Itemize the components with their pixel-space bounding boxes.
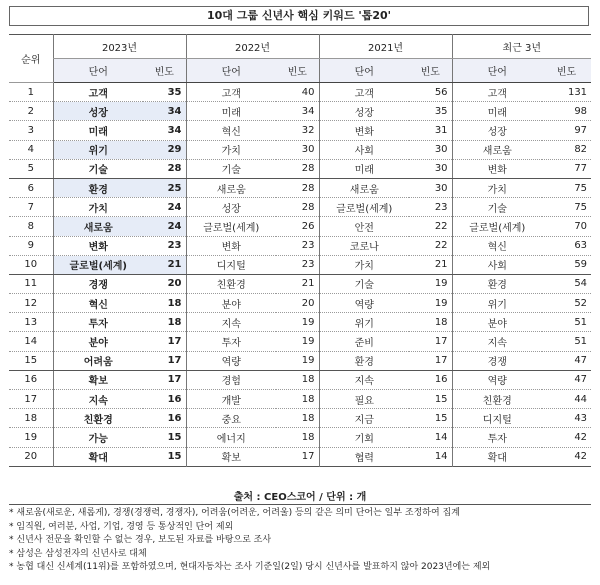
word-2021: 지속 (319, 370, 409, 389)
rank-cell: 5 (9, 159, 53, 178)
count-recent: 75 (542, 178, 591, 197)
source-line: 출처 : CEO스코어 / 단위 : 개 (233, 492, 367, 503)
word-2023: 분야 (53, 332, 143, 351)
table-row (9, 159, 591, 178)
word-recent: 친환경 (452, 390, 542, 409)
word-2022: 글로벌(세계) (186, 217, 276, 236)
word-2022: 가치 (186, 140, 276, 159)
rank-cell: 17 (9, 390, 53, 409)
word-2022: 새로움 (186, 178, 276, 197)
count-2022: 19 (276, 313, 319, 332)
word-2021: 기술 (319, 274, 409, 293)
count-2023: 15 (143, 428, 186, 447)
word-2022: 지속 (186, 313, 276, 332)
count-recent: 131 (542, 83, 591, 102)
word-2023: 투자 (53, 313, 143, 332)
count-2022: 18 (276, 428, 319, 447)
table-row (9, 178, 591, 197)
table-row (9, 255, 591, 274)
rank-cell: 2 (9, 102, 53, 121)
rank-cell: 12 (9, 294, 53, 313)
word-recent: 사회 (452, 255, 542, 274)
count-2022: 18 (276, 390, 319, 409)
word-recent: 새로움 (452, 140, 542, 159)
table-row (9, 217, 591, 236)
count-recent: 44 (542, 390, 591, 409)
count-2023: 15 (143, 447, 186, 466)
count-2023: 18 (143, 313, 186, 332)
count-2021: 17 (409, 332, 452, 351)
count-2022: 19 (276, 351, 319, 370)
count-recent: 54 (542, 274, 591, 293)
year-2022-header: 2022년 (186, 35, 319, 59)
word-2021: 협력 (319, 447, 409, 466)
word-2021: 가치 (319, 255, 409, 274)
word-2021: 고객 (319, 83, 409, 102)
count-2022: 34 (276, 102, 319, 121)
note-item: * 농협 대신 신세계(11위)를 포함하였으며, 현대자동차는 조사 기준일(2일) 당시 신년사를 발표하지 않아 2023년에는 제외 (9, 561, 594, 575)
word-2022: 에너지 (186, 428, 276, 447)
count-2023: 16 (143, 409, 186, 428)
table-row (9, 390, 591, 409)
table-row (9, 428, 591, 447)
rank-cell: 8 (9, 217, 53, 236)
count-2022: 30 (276, 140, 319, 159)
keyword-table (9, 34, 591, 467)
count-2022: 28 (276, 159, 319, 178)
count-recent: 42 (542, 447, 591, 466)
word-recent: 투자 (452, 428, 542, 447)
count-2023: 34 (143, 121, 186, 140)
count-2022: 23 (276, 236, 319, 255)
word-2023: 미래 (53, 121, 143, 140)
word-2023: 경쟁 (53, 274, 143, 293)
count-2023: 24 (143, 217, 186, 236)
rank-cell: 15 (9, 351, 53, 370)
table-title: 10대 그룹 신년사 핵심 키워드 '톱20' (9, 6, 589, 26)
notes-list (9, 507, 594, 575)
count-recent: 59 (542, 255, 591, 274)
count-2022: 20 (276, 294, 319, 313)
word-recent: 분야 (452, 313, 542, 332)
count-2022: 21 (276, 274, 319, 293)
rank-header: 순위 (9, 35, 53, 83)
rank-cell: 18 (9, 409, 53, 428)
count-2023: 18 (143, 294, 186, 313)
rank-cell: 19 (9, 428, 53, 447)
word-header: 단어 (53, 59, 143, 83)
word-2021: 위기 (319, 313, 409, 332)
count-2023: 21 (143, 255, 186, 274)
word-recent: 디지털 (452, 409, 542, 428)
word-2021: 글로벌(세계) (319, 198, 409, 217)
year-2021-header: 2021년 (319, 35, 452, 59)
count-2023: 17 (143, 370, 186, 389)
rank-cell: 7 (9, 198, 53, 217)
table-row (9, 102, 591, 121)
word-2023: 성장 (53, 102, 143, 121)
word-2022: 친환경 (186, 274, 276, 293)
word-2023: 어려움 (53, 351, 143, 370)
word-2021: 환경 (319, 351, 409, 370)
word-recent: 변화 (452, 159, 542, 178)
count-2022: 28 (276, 198, 319, 217)
count-header: 빈도 (409, 59, 452, 83)
count-header: 빈도 (542, 59, 591, 83)
rank-cell: 4 (9, 140, 53, 159)
rank-cell: 9 (9, 236, 53, 255)
count-recent: 63 (542, 236, 591, 255)
count-2022: 18 (276, 370, 319, 389)
rank-cell: 16 (9, 370, 53, 389)
table-row (9, 351, 591, 370)
rank-cell: 10 (9, 255, 53, 274)
count-recent: 97 (542, 121, 591, 140)
count-2022: 32 (276, 121, 319, 140)
count-2021: 15 (409, 390, 452, 409)
count-2021: 19 (409, 294, 452, 313)
word-2023: 지속 (53, 390, 143, 409)
table-row (9, 198, 591, 217)
count-recent: 43 (542, 409, 591, 428)
count-recent: 70 (542, 217, 591, 236)
word-2023: 위기 (53, 140, 143, 159)
word-2022: 혁신 (186, 121, 276, 140)
word-2021: 지금 (319, 409, 409, 428)
word-2023: 글로벌(세계) (53, 255, 143, 274)
note-item: * 임직원, 여러분, 사업, 기업, 경영 등 통상적인 단어 제외 (9, 521, 594, 535)
word-2023: 확보 (53, 370, 143, 389)
note-item: * 신년사 전문을 확인할 수 없는 경우, 보도된 자료를 바탕으로 조사 (9, 534, 594, 548)
table-row (9, 447, 591, 466)
count-2021: 17 (409, 351, 452, 370)
count-recent: 51 (542, 313, 591, 332)
table-row (9, 313, 591, 332)
count-2023: 17 (143, 332, 186, 351)
rank-cell: 11 (9, 274, 53, 293)
count-2021: 30 (409, 159, 452, 178)
count-header: 빈도 (143, 59, 186, 83)
rank-cell: 20 (9, 447, 53, 466)
table-row (9, 409, 591, 428)
count-recent: 47 (542, 370, 591, 389)
word-2021: 안전 (319, 217, 409, 236)
word-header: 단어 (452, 59, 542, 83)
count-2021: 18 (409, 313, 452, 332)
count-2023: 34 (143, 102, 186, 121)
word-recent: 글로벌(세계) (452, 217, 542, 236)
count-2023: 25 (143, 178, 186, 197)
word-recent: 성장 (452, 121, 542, 140)
count-2023: 35 (143, 83, 186, 102)
word-2021: 기회 (319, 428, 409, 447)
count-2022: 40 (276, 83, 319, 102)
rank-cell: 13 (9, 313, 53, 332)
word-recent: 지속 (452, 332, 542, 351)
count-2023: 28 (143, 159, 186, 178)
word-2021: 변화 (319, 121, 409, 140)
count-recent: 98 (542, 102, 591, 121)
word-2021: 성장 (319, 102, 409, 121)
word-2023: 고객 (53, 83, 143, 102)
count-2021: 30 (409, 178, 452, 197)
year-2023-header: 2023년 (53, 35, 186, 59)
count-header: 빈도 (276, 59, 319, 83)
count-2021: 56 (409, 83, 452, 102)
count-recent: 42 (542, 428, 591, 447)
count-recent: 51 (542, 332, 591, 351)
word-2021: 준비 (319, 332, 409, 351)
table-row (9, 332, 591, 351)
word-2022: 변화 (186, 236, 276, 255)
word-2022: 디지털 (186, 255, 276, 274)
word-2023: 기술 (53, 159, 143, 178)
word-2022: 투자 (186, 332, 276, 351)
count-2023: 17 (143, 351, 186, 370)
word-2022: 고객 (186, 83, 276, 102)
count-2021: 30 (409, 140, 452, 159)
rank-cell: 6 (9, 178, 53, 197)
count-2022: 18 (276, 409, 319, 428)
word-recent: 경쟁 (452, 351, 542, 370)
note-item: * 새로움(새로운, 새롭게), 경쟁(경쟁력, 경쟁자), 어려움(어려운, 어려울) 등의 같은 의미 단어는 일부 조정하여 집계 (9, 507, 594, 521)
count-2021: 16 (409, 370, 452, 389)
count-recent: 75 (542, 198, 591, 217)
word-2022: 역량 (186, 351, 276, 370)
count-2023: 29 (143, 140, 186, 159)
count-2021: 22 (409, 236, 452, 255)
word-2022: 분야 (186, 294, 276, 313)
word-recent: 확대 (452, 447, 542, 466)
table-row (9, 236, 591, 255)
count-2023: 20 (143, 274, 186, 293)
word-recent: 가치 (452, 178, 542, 197)
word-2021: 코로나 (319, 236, 409, 255)
word-2022: 중요 (186, 409, 276, 428)
rank-cell: 3 (9, 121, 53, 140)
divider (9, 504, 591, 505)
word-2021: 역량 (319, 294, 409, 313)
count-2023: 24 (143, 198, 186, 217)
count-2022: 28 (276, 178, 319, 197)
word-2023: 혁신 (53, 294, 143, 313)
word-2022: 미래 (186, 102, 276, 121)
note-item: * 삼성은 삼성전자의 신년사로 대체 (9, 548, 594, 562)
word-recent: 고객 (452, 83, 542, 102)
rank-cell: 14 (9, 332, 53, 351)
word-2023: 환경 (53, 178, 143, 197)
table-row (9, 294, 591, 313)
count-2022: 17 (276, 447, 319, 466)
count-2021: 23 (409, 198, 452, 217)
word-2021: 미래 (319, 159, 409, 178)
count-2021: 19 (409, 274, 452, 293)
word-2023: 가치 (53, 198, 143, 217)
count-2021: 22 (409, 217, 452, 236)
count-2021: 15 (409, 409, 452, 428)
count-recent: 77 (542, 159, 591, 178)
count-recent: 47 (542, 351, 591, 370)
count-2022: 19 (276, 332, 319, 351)
word-2021: 사회 (319, 140, 409, 159)
word-recent: 혁신 (452, 236, 542, 255)
table-row (9, 274, 591, 293)
count-2022: 23 (276, 255, 319, 274)
word-recent: 역량 (452, 370, 542, 389)
count-2021: 21 (409, 255, 452, 274)
count-2023: 23 (143, 236, 186, 255)
word-2023: 확대 (53, 447, 143, 466)
count-2022: 26 (276, 217, 319, 236)
table-row (9, 140, 591, 159)
count-2021: 14 (409, 447, 452, 466)
word-2023: 새로움 (53, 217, 143, 236)
count-2021: 14 (409, 428, 452, 447)
word-recent: 기술 (452, 198, 542, 217)
word-2023: 변화 (53, 236, 143, 255)
word-2021: 필요 (319, 390, 409, 409)
count-2021: 35 (409, 102, 452, 121)
word-header: 단어 (186, 59, 276, 83)
table-row (9, 83, 591, 102)
count-2023: 16 (143, 390, 186, 409)
word-recent: 환경 (452, 274, 542, 293)
word-2022: 기술 (186, 159, 276, 178)
count-recent: 52 (542, 294, 591, 313)
word-header: 단어 (319, 59, 409, 83)
word-2022: 경험 (186, 370, 276, 389)
word-recent: 위기 (452, 294, 542, 313)
word-2023: 가능 (53, 428, 143, 447)
table-row (9, 121, 591, 140)
rank-cell: 1 (9, 83, 53, 102)
word-recent: 미래 (452, 102, 542, 121)
count-recent: 82 (542, 140, 591, 159)
table-row (9, 370, 591, 389)
word-2022: 확보 (186, 447, 276, 466)
word-2023: 친환경 (53, 409, 143, 428)
word-2022: 성장 (186, 198, 276, 217)
word-2021: 새로움 (319, 178, 409, 197)
recent-3yr-header: 최근 3년 (452, 35, 591, 59)
word-2022: 개발 (186, 390, 276, 409)
count-2021: 31 (409, 121, 452, 140)
